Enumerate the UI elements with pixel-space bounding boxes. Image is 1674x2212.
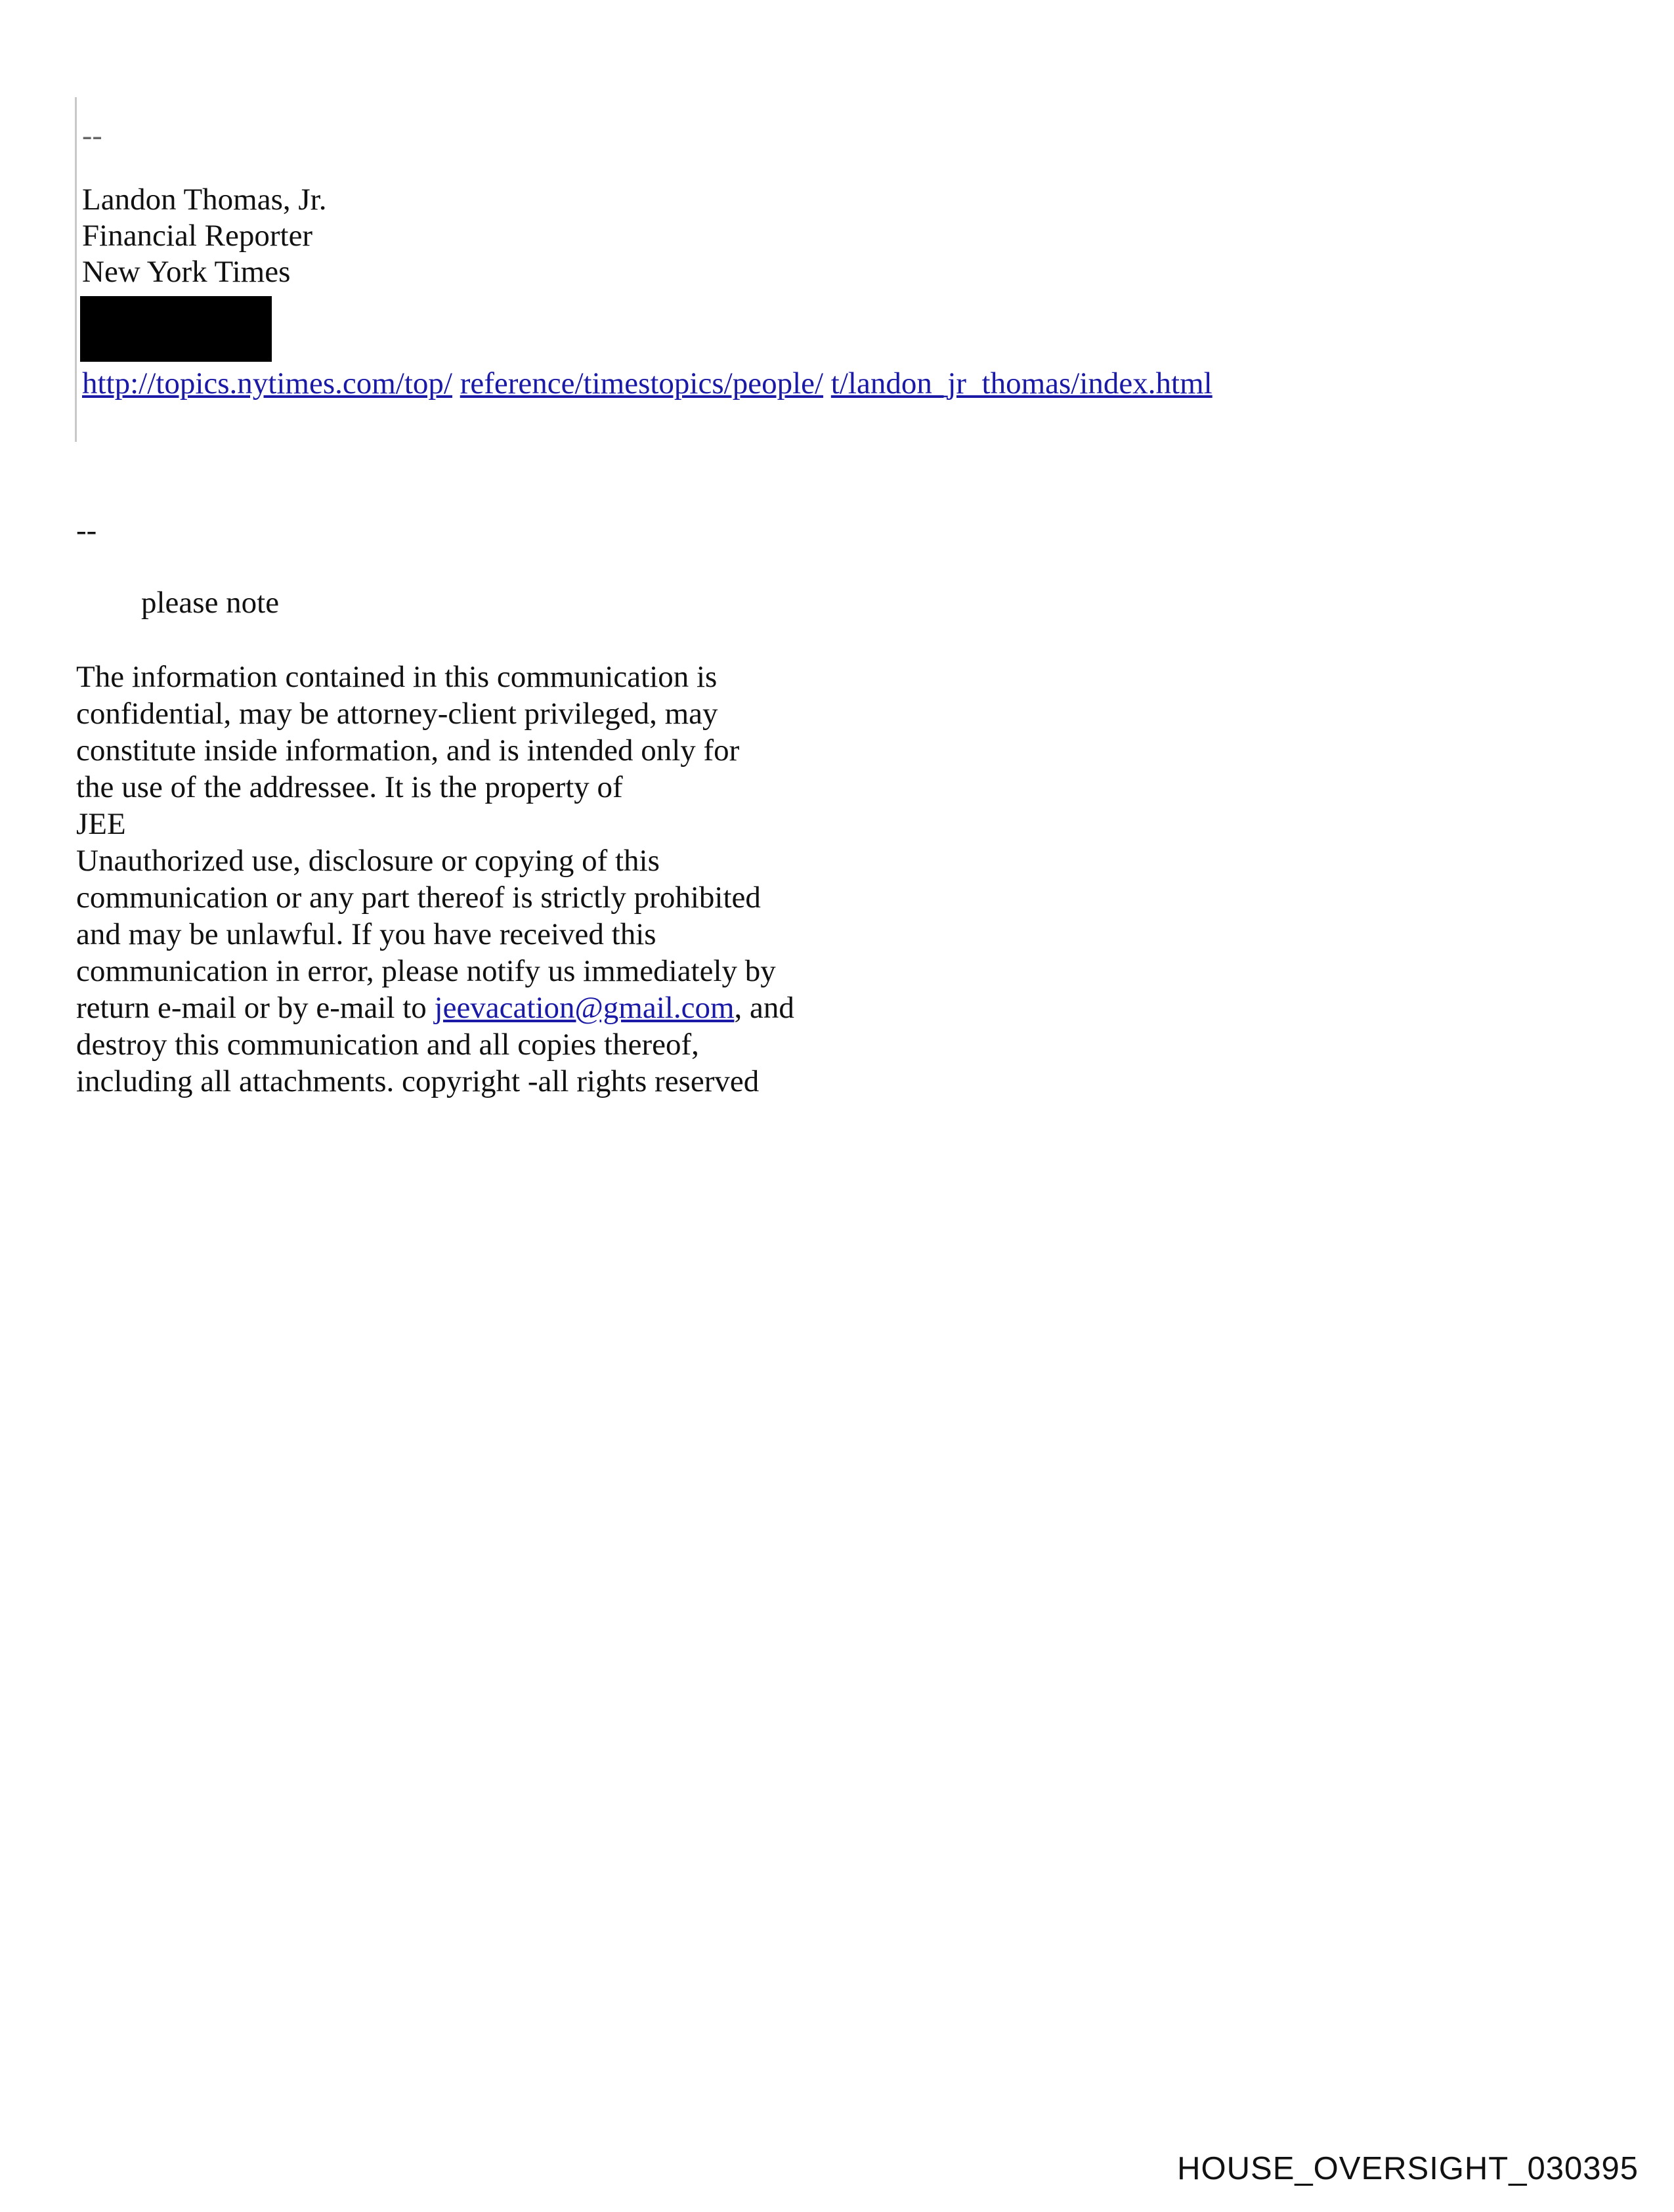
disclaimer-line: confidential, may be attorney-client privileged, may [76,697,718,731]
profile-link-part-2[interactable]: reference/timestopics/people/ [460,366,824,401]
contact-email-link[interactable]: jeevacation@gmail.com [434,991,735,1025]
redaction-box [80,296,272,362]
bates-number: HOUSE_OVERSIGHT_030395 [1177,2151,1639,2186]
disclaimer-line: communication or any part thereof is strictly prohibited [76,880,761,915]
profile-link-part-3[interactable]: t/landon_jr_thomas/index.html [830,366,1213,401]
disclaimer-line: destroy this communication and all copies thereof, [76,1028,699,1062]
profile-link-part-1[interactable]: http://topics.nytimes.com/top/ [82,366,452,401]
signature-separator: -- [82,118,102,152]
disclaimer-line: constitute inside information, and is intended only for [76,733,740,768]
disclaimer-line: communication in error, please notify us immediately by [76,954,776,988]
disclaimer-line: and may be unlawful. If you have received this [76,917,656,951]
signature-links [82,365,1213,402]
signature-organization: New York Times [82,255,291,289]
disclaimer-line: The information contained in this communication is [76,660,718,694]
disclaimer-line: JEE [76,807,126,841]
email-line-suffix: , and [734,991,794,1025]
signature-title: Financial Reporter [82,219,313,253]
email-line-prefix: return e-mail or by e-mail to [76,991,435,1025]
disclaimer-email-line [76,989,794,1026]
quoted-signature-block [75,97,1585,442]
disclaimer-line: Unauthorized use, disclosure or copying of this [76,844,660,878]
note-heading: please note [141,586,280,620]
disclaimer-line: including all attachments. copyright -all rights reserved [76,1064,760,1098]
disclaimer-line: the use of the addressee. It is the property of [76,770,623,804]
email-separator: -- [76,513,97,548]
confidentiality-disclaimer [76,659,794,1100]
signature-name: Landon Thomas, Jr. [82,183,327,217]
